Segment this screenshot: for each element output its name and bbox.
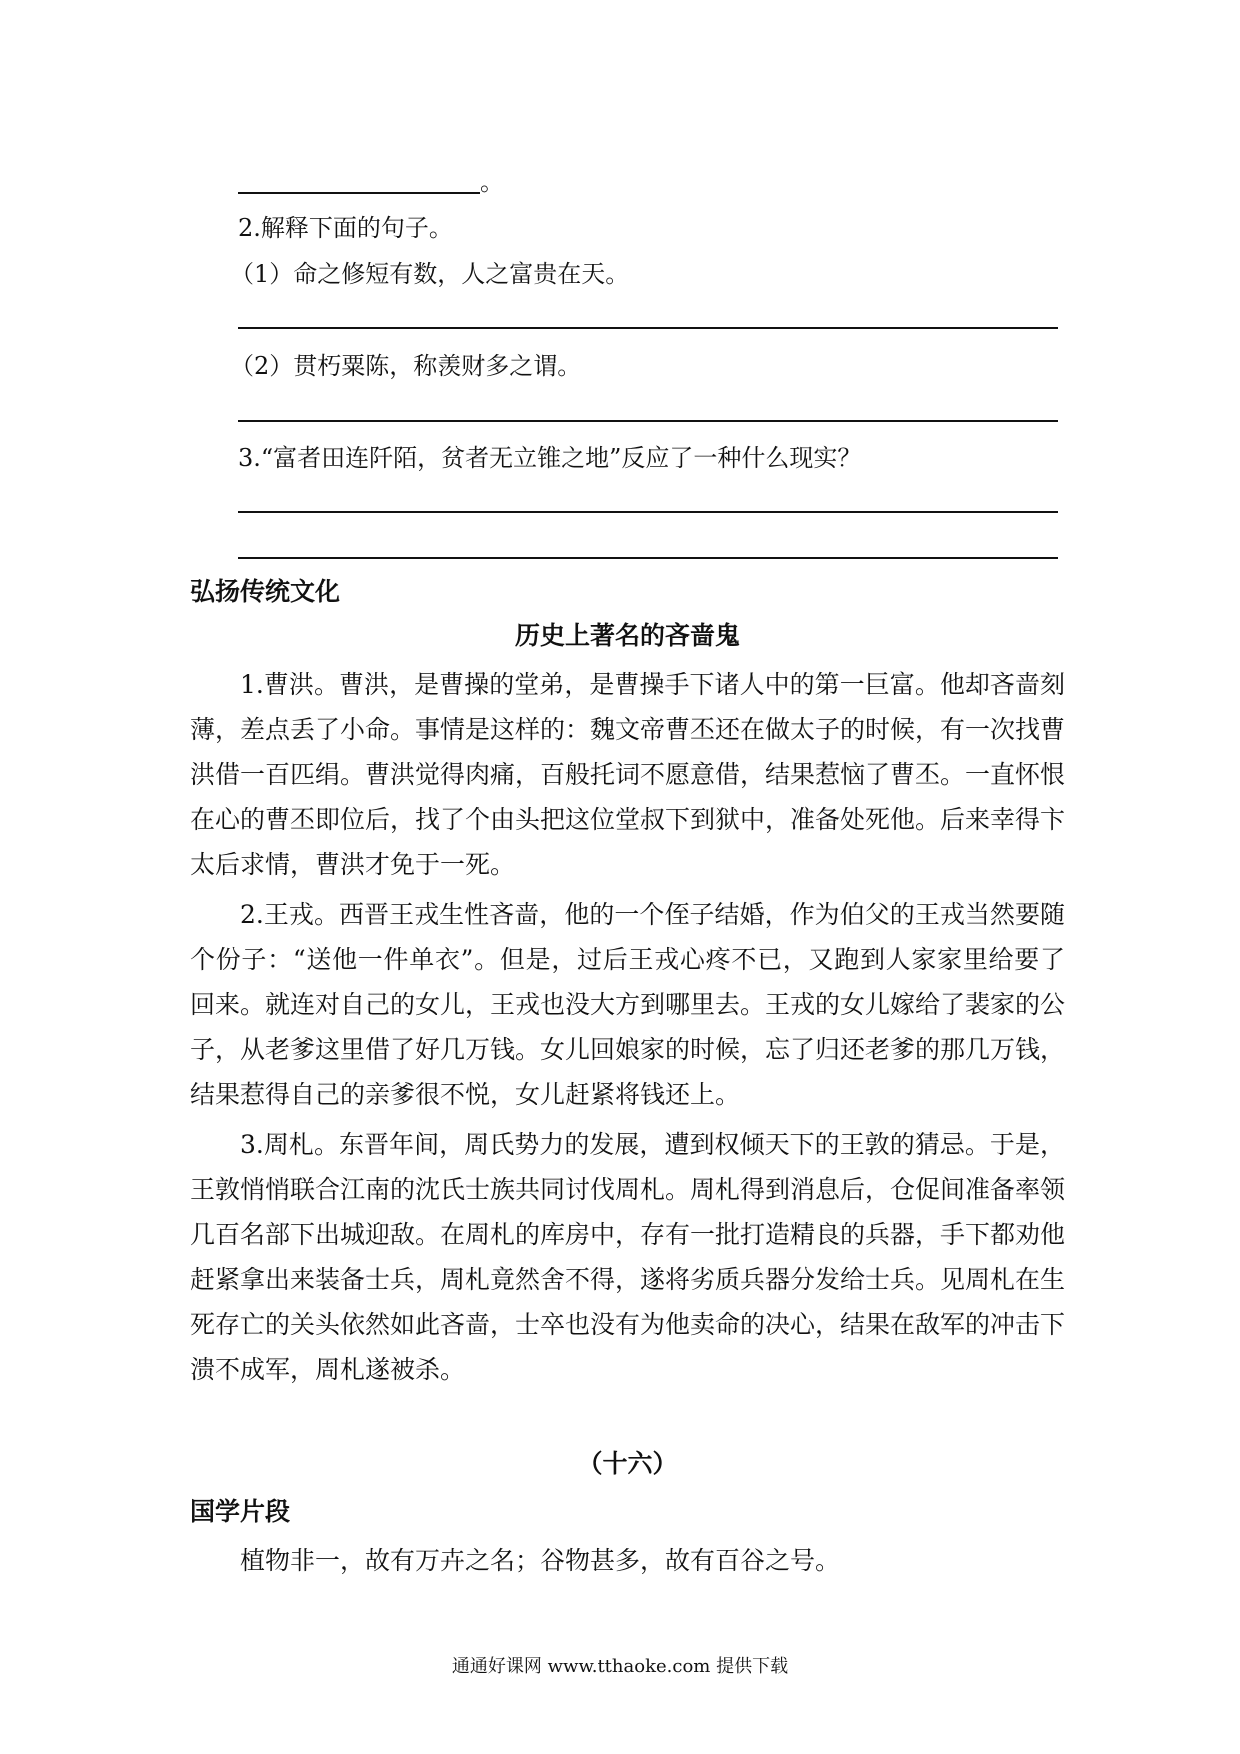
article-title: 历史上著名的吝啬鬼 (514, 621, 740, 650)
answer-line-top[interactable] (238, 192, 480, 194)
article-paragraph-2: 2.王戎。西晋王戎生性吝啬，他的一个侄子结婚，作为伯父的王戎当然要随个份子：“送他一件单衣”。但是，过后王戎心疼不已，又跑到人家家里给要了回来。就连对自己的女儿，王戎也没大方到哪里去。王戎的女儿嫁给了裴家的公子，从老爹这里借了好几万钱。女儿回娘家的时候，忘了归还老爹的那几万钱，结果惹得自己的亲爹很不悦，女儿赶紧将钱还上。 (190, 900, 1066, 1109)
answer-line-q2-2[interactable] (238, 420, 1058, 422)
guoxue-excerpt: 植物非一，故有万卉之名；谷物甚多，故有百谷之号。 (240, 1546, 841, 1575)
lesson-number: （十六） (577, 1449, 678, 1478)
answer-line-q3-2[interactable] (238, 557, 1058, 559)
article-paragraph-3: 3.周札。东晋年间，周氏势力的发展，遭到权倾天下的王敦的猜忌。于是，王敦悄悄联合江南的沈氏士族共同讨伐周札。周札得到消息后，仓促间准备率领几百名部下出城迎敌。在周札的库房中，存有一批打造精良的兵器，手下都劝他赶紧拿出来装备士兵，周札竟然舍不得，遂将劣质兵器分发给士兵。见周札在生死存亡的关头依然如此吝啬，士卒也没有为他卖命的决心，结果在敌军的冲击下溃不成军，周札遂被杀。 (190, 1130, 1066, 1384)
section-heading-guoxue: 国学片段 (190, 1497, 291, 1526)
question-2-item-2: （2）贯朽粟陈，称羡财多之谓。 (230, 352, 582, 380)
answer-line-q2-1[interactable] (238, 327, 1058, 329)
period-mark: 。 (480, 168, 504, 196)
question-2-item-1: （1）命之修短有数，人之富贵在天。 (230, 260, 630, 288)
answer-line-q3-1[interactable] (238, 511, 1058, 513)
article-paragraph-1: 1.曹洪。曹洪，是曹操的堂弟，是曹操手下诸人中的第一巨富。他却吝啬刻薄，差点丢了小命。事情是这样的：魏文帝曹丕还在做太子的时候，有一次找曹洪借一百匹绢。曹洪觉得肉痛，百般托词不愿意借，结果惹恼了曹丕。一直怀恨在心的曹丕即位后，找了个由头把这位堂叔下到狱中，准备处死他。后来幸得卞太后求情，曹洪才免于一死。 (190, 670, 1066, 879)
question-2-prompt: 2.解释下面的句子。 (238, 214, 453, 242)
footer-credit: 通通好课网 www.tthaoke.com 提供下载 (451, 1656, 789, 1677)
section-heading-culture: 弘扬传统文化 (190, 577, 341, 606)
question-3-prompt: 3.“富者田连阡陌，贫者无立锥之地”反应了一种什么现实？ (238, 444, 862, 472)
